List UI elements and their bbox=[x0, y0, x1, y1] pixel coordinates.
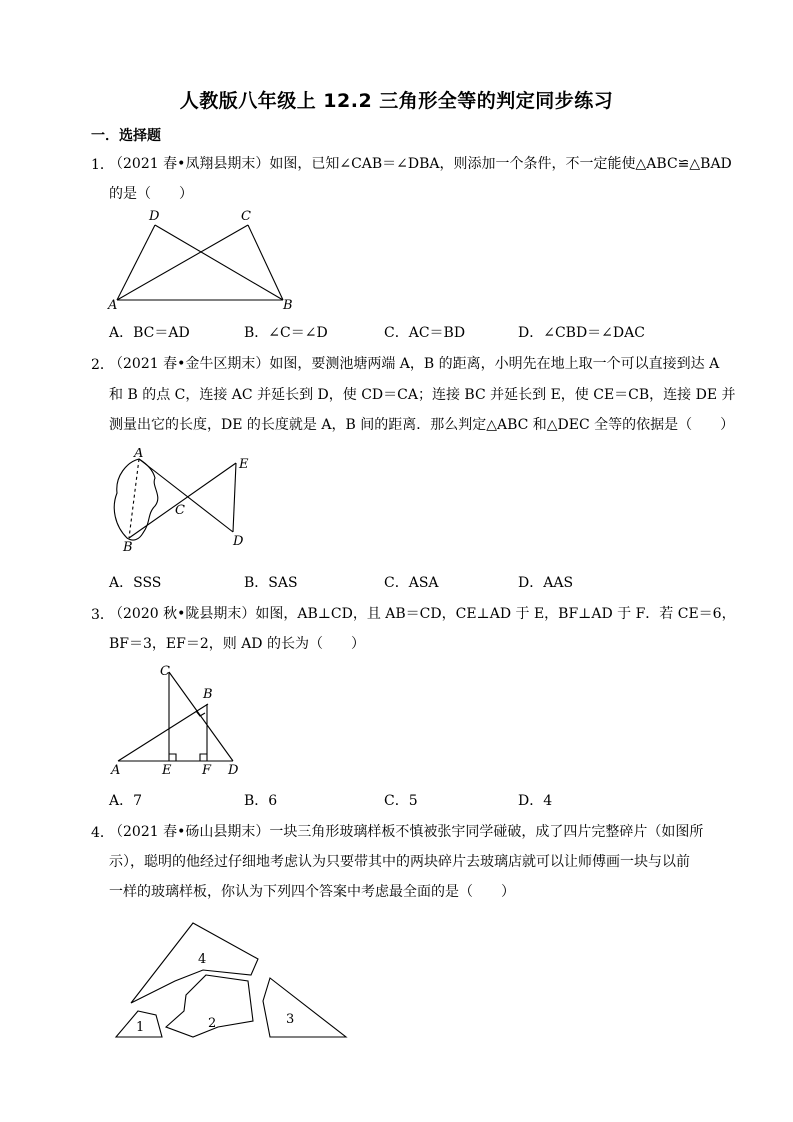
question-3-option-d: D．4 bbox=[518, 793, 553, 809]
question-3-option-c: C．5 bbox=[384, 793, 418, 809]
q3-label-D: D bbox=[228, 763, 239, 778]
q4-label-4: 4 bbox=[198, 952, 207, 967]
question-3-text-line: （2020 秋•陇县期末）如图，AB⊥CD，且 AB＝CD，CE⊥AD 于 E，BF⊥AD 于 F．若 CE＝6， bbox=[109, 606, 736, 622]
q3-label-E: E bbox=[162, 763, 172, 778]
question-2-text-line: （2021 春•金牛区期末）如图，要测池塘两端 A，B 的距离，小明先在地上取一个可以直接到达 A bbox=[109, 356, 720, 372]
question-3-text-line: BF＝3，EF＝2，则 AD 的长为（ ） bbox=[109, 636, 365, 652]
question-4-text-line: （2021 春•砀山县期末）一块三角形玻璃样板不慎被张宇同学碰破，成了四片完整碎片（如图所 bbox=[109, 824, 704, 840]
question-4-figure bbox=[108, 915, 358, 1045]
question-2-option-b: B．SAS bbox=[244, 575, 298, 591]
q3-segment-AB bbox=[118, 704, 208, 761]
question-1-option-d: D．∠CBD＝∠DAC bbox=[518, 325, 645, 341]
question-2-option-a: A．SSS bbox=[109, 575, 162, 591]
question-3-figure bbox=[108, 660, 248, 780]
question-2-text-line: 和 B 的点 C，连接 AC 并延长到 D，使 CD＝CA；连接 BC 并延长到 E，使 CE＝CB，连接 DE 并 bbox=[109, 387, 736, 403]
q3-label-B: B bbox=[203, 687, 213, 702]
q4-label-3: 3 bbox=[286, 1012, 295, 1027]
question-1-option-c: C．AC＝BD bbox=[384, 325, 466, 341]
question-1-figure bbox=[105, 205, 305, 313]
q1-segment-BC bbox=[248, 225, 283, 300]
q2-segment-BE bbox=[129, 463, 236, 538]
question-3-option-b: B．6 bbox=[244, 793, 278, 809]
page-title: 人教版八年级上 12.2 三角形全等的判定同步练习 bbox=[179, 90, 614, 112]
question-3-option-a: A．7 bbox=[109, 793, 143, 809]
question-4-text-line: 示），聪明的他经过仔细地考虑认为只要带其中的两块碎片去玻璃店就可以让师傅画一块与以前 bbox=[109, 854, 690, 870]
q2-label-C: C bbox=[175, 503, 185, 518]
q3-label-C: C bbox=[160, 664, 170, 679]
question-4-text-line: 一样的玻璃样板，你认为下列四个答案中考虑最全面的是（ ） bbox=[109, 884, 515, 900]
question-1-option-b: B．∠C＝∠D bbox=[244, 325, 328, 341]
question-2-number: 2． bbox=[91, 357, 114, 373]
question-1-number: 1． bbox=[91, 157, 114, 173]
question-2-text-line: 测量出它的长度，DE 的长度就是 A，B 间的距离．那么判定△ABC 和△DEC 全等的依据是（ ） bbox=[109, 417, 735, 433]
question-4-number: 4． bbox=[91, 825, 114, 841]
q2-segment-AB-dashed bbox=[129, 459, 139, 538]
question-1-text-line: （2021 春•凤翔县期末）如图，已知∠CAB＝∠DBA，则添加一个条件，不一定能使△ABC≌△BAD bbox=[109, 156, 732, 172]
q4-label-2: 2 bbox=[208, 1016, 217, 1031]
question-2-option-c: C．ASA bbox=[384, 575, 439, 591]
q2-label-E: E bbox=[239, 457, 249, 472]
q4-label-1: 1 bbox=[136, 1020, 145, 1035]
q2-label-B: B bbox=[123, 540, 133, 555]
q1-label-A: A bbox=[108, 298, 118, 313]
q2-pond-outline bbox=[114, 459, 158, 540]
q1-label-B: B bbox=[283, 298, 293, 313]
q4-piece-4 bbox=[131, 923, 258, 1003]
q1-label-C: C bbox=[241, 209, 251, 224]
q3-right-angle-E bbox=[169, 754, 176, 761]
question-2-option-d: D．AAS bbox=[518, 575, 574, 591]
q4-piece-3 bbox=[263, 978, 346, 1037]
q3-label-A: A bbox=[111, 763, 121, 778]
q2-segment-ED bbox=[233, 463, 236, 532]
q2-label-D: D bbox=[233, 534, 244, 549]
q1-segment-BD bbox=[155, 225, 283, 300]
question-1-option-a: A．BC＝AD bbox=[109, 325, 190, 341]
q1-label-D: D bbox=[149, 209, 160, 224]
q3-segment-CD bbox=[169, 672, 233, 761]
q3-label-F: F bbox=[202, 763, 212, 778]
q3-right-angle-F bbox=[200, 754, 207, 761]
section-heading: 一．选择题 bbox=[91, 128, 161, 144]
question-2-figure bbox=[103, 448, 263, 558]
question-1-text-line: 的是（ ） bbox=[109, 186, 193, 202]
q1-segment-AC bbox=[117, 225, 248, 300]
question-3-number: 3． bbox=[91, 607, 114, 623]
q2-label-A: A bbox=[134, 448, 144, 461]
